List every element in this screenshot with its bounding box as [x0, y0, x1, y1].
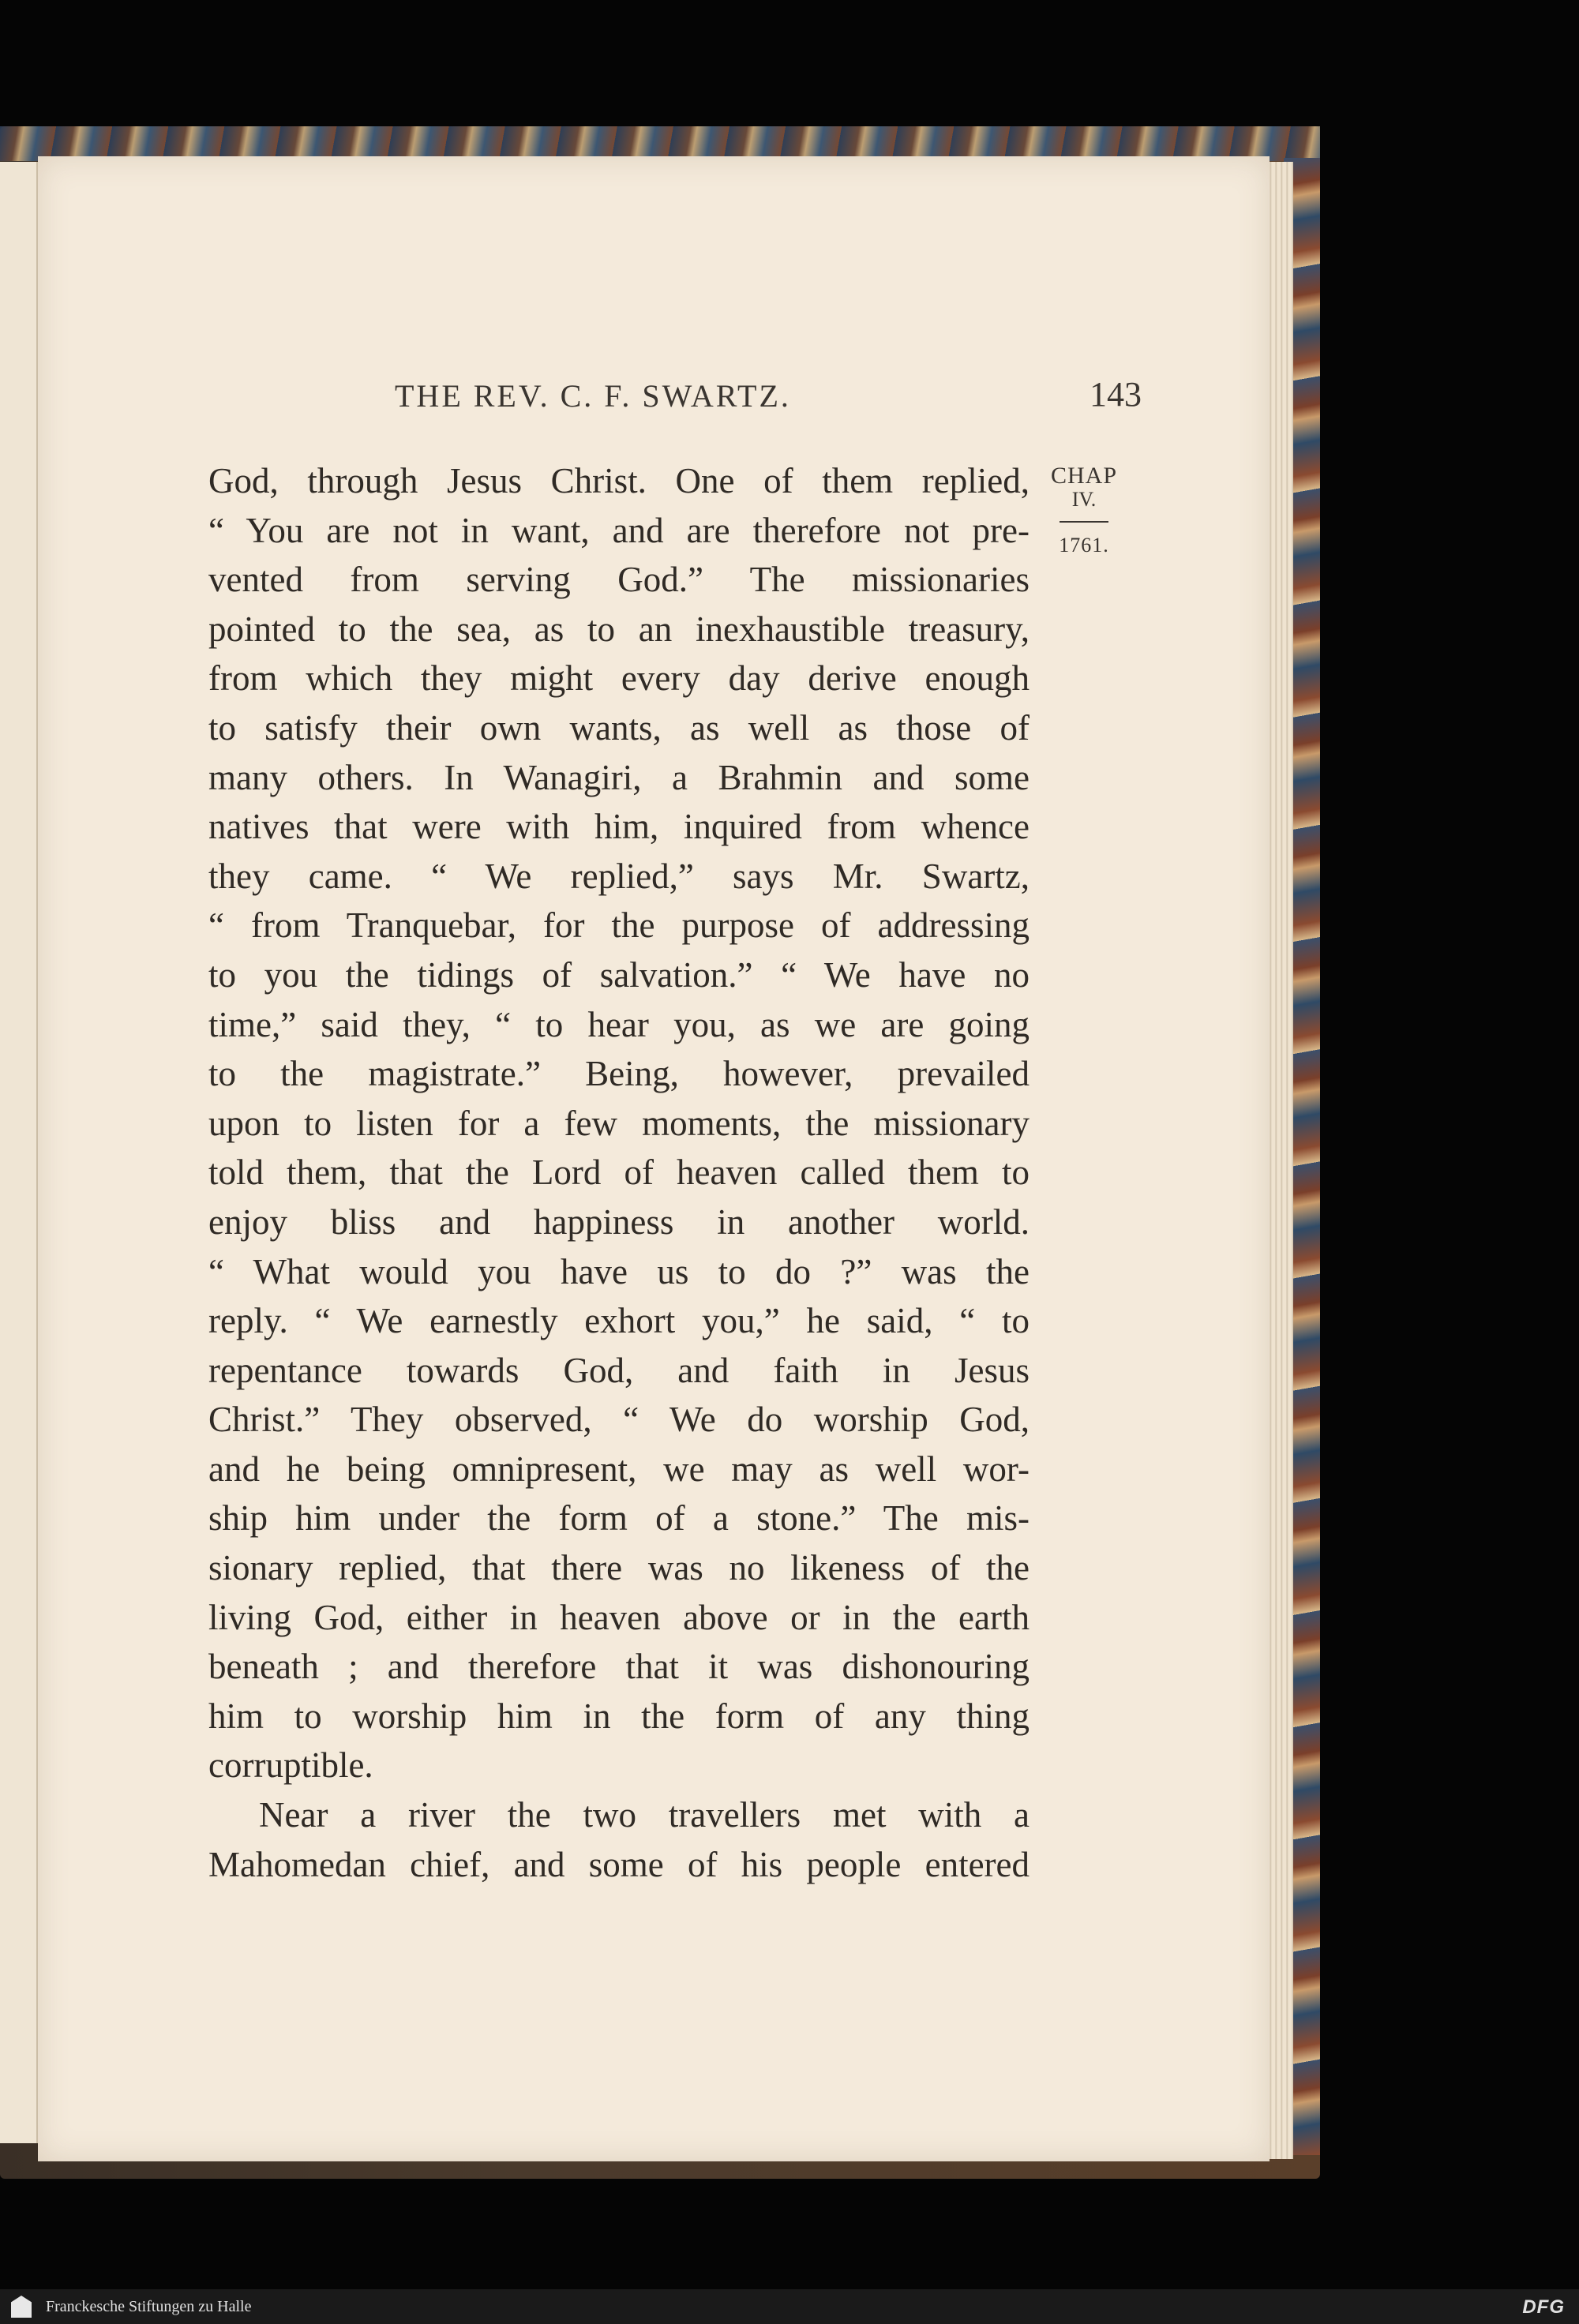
body-text — [208, 456, 1030, 1889]
text-line: “ You are not in want, and are therefore not pre- — [208, 510, 1030, 550]
text-line: pointed to the sea, as to an inexhaustible treasury, — [208, 609, 1030, 649]
text-line: repentance towards God, and faith in Jesus — [208, 1350, 1030, 1390]
text-line: living God, either in heaven above or in the earth — [208, 1597, 1030, 1637]
text-line: “ What would you have us to do ?” was the — [208, 1251, 1030, 1291]
margin-year: 1761. — [1059, 534, 1109, 557]
text-line: to satisfy their own wants, as well as those of — [208, 707, 1030, 748]
institution-name: Franckesche Stiftungen zu Halle — [46, 2298, 252, 2315]
dfg-logo: DFG — [1522, 2296, 1565, 2318]
text-line: to you the tidings of salvation.” “ We have no — [208, 954, 1030, 995]
margin-rule — [1060, 521, 1108, 523]
page-number: 143 — [1090, 375, 1142, 414]
text-line: beneath ; and therefore that it was dishonouring — [208, 1647, 1030, 1687]
text-line: many others. In Wanagiri, a Brahmin and some — [208, 757, 1030, 797]
chapter-number: IV. — [1071, 488, 1097, 511]
text-line: upon to listen for a few moments, the missionary — [208, 1103, 1030, 1143]
text-line: him to worship him in the form of any thing — [208, 1696, 1030, 1736]
text-line: “ from Tranquebar, for the purpose of addressing — [208, 905, 1030, 946]
text-line: Mahomedan chief, and some of his people entered — [208, 1844, 1030, 1884]
text-line: vented from serving God.” The missionaries — [208, 560, 1030, 600]
margin-note — [1041, 464, 1127, 556]
left-page-strip — [0, 162, 38, 2143]
text-line: told them, that the Lord of heaven called them to — [208, 1153, 1030, 1193]
text-line: to the magistrate.” Being, however, prevailed — [208, 1054, 1030, 1094]
text-line: natives that were with him, inquired from whence — [208, 807, 1030, 847]
text-line: ship him under the form of a stone.” The mis- — [208, 1498, 1030, 1539]
text-line: sionary replied, that there was no likeness of the — [208, 1548, 1030, 1588]
text-line: enjoy bliss and happiness in another world. — [208, 1201, 1030, 1242]
text-line: Christ.” They observed, “ We do worship God, — [208, 1400, 1030, 1440]
text-line: and he being omnipresent, we may as well wor- — [208, 1449, 1030, 1489]
text-line: God, through Jesus Christ. One of them replied, — [208, 461, 1030, 500]
running-head: THE REV. C. F. SWARTZ. — [395, 378, 791, 414]
institution-logo-icon — [11, 2296, 32, 2318]
text-line: reply. “ We earnestly exhort you,” he said, “ to — [208, 1301, 1030, 1341]
text-line: they came. “ We replied,” says Mr. Swartz, — [208, 856, 1030, 896]
footer-bar — [0, 2289, 1579, 2324]
text-line: corruptible. — [208, 1745, 373, 1786]
chapter-label: CHAP — [1050, 463, 1118, 489]
text-line: Near a river the two travellers met with a — [259, 1795, 1030, 1835]
text-line: time,” said they, “ to hear you, as we are going — [208, 1004, 1030, 1044]
text-line: from which they might every day derive enough — [208, 658, 1030, 699]
